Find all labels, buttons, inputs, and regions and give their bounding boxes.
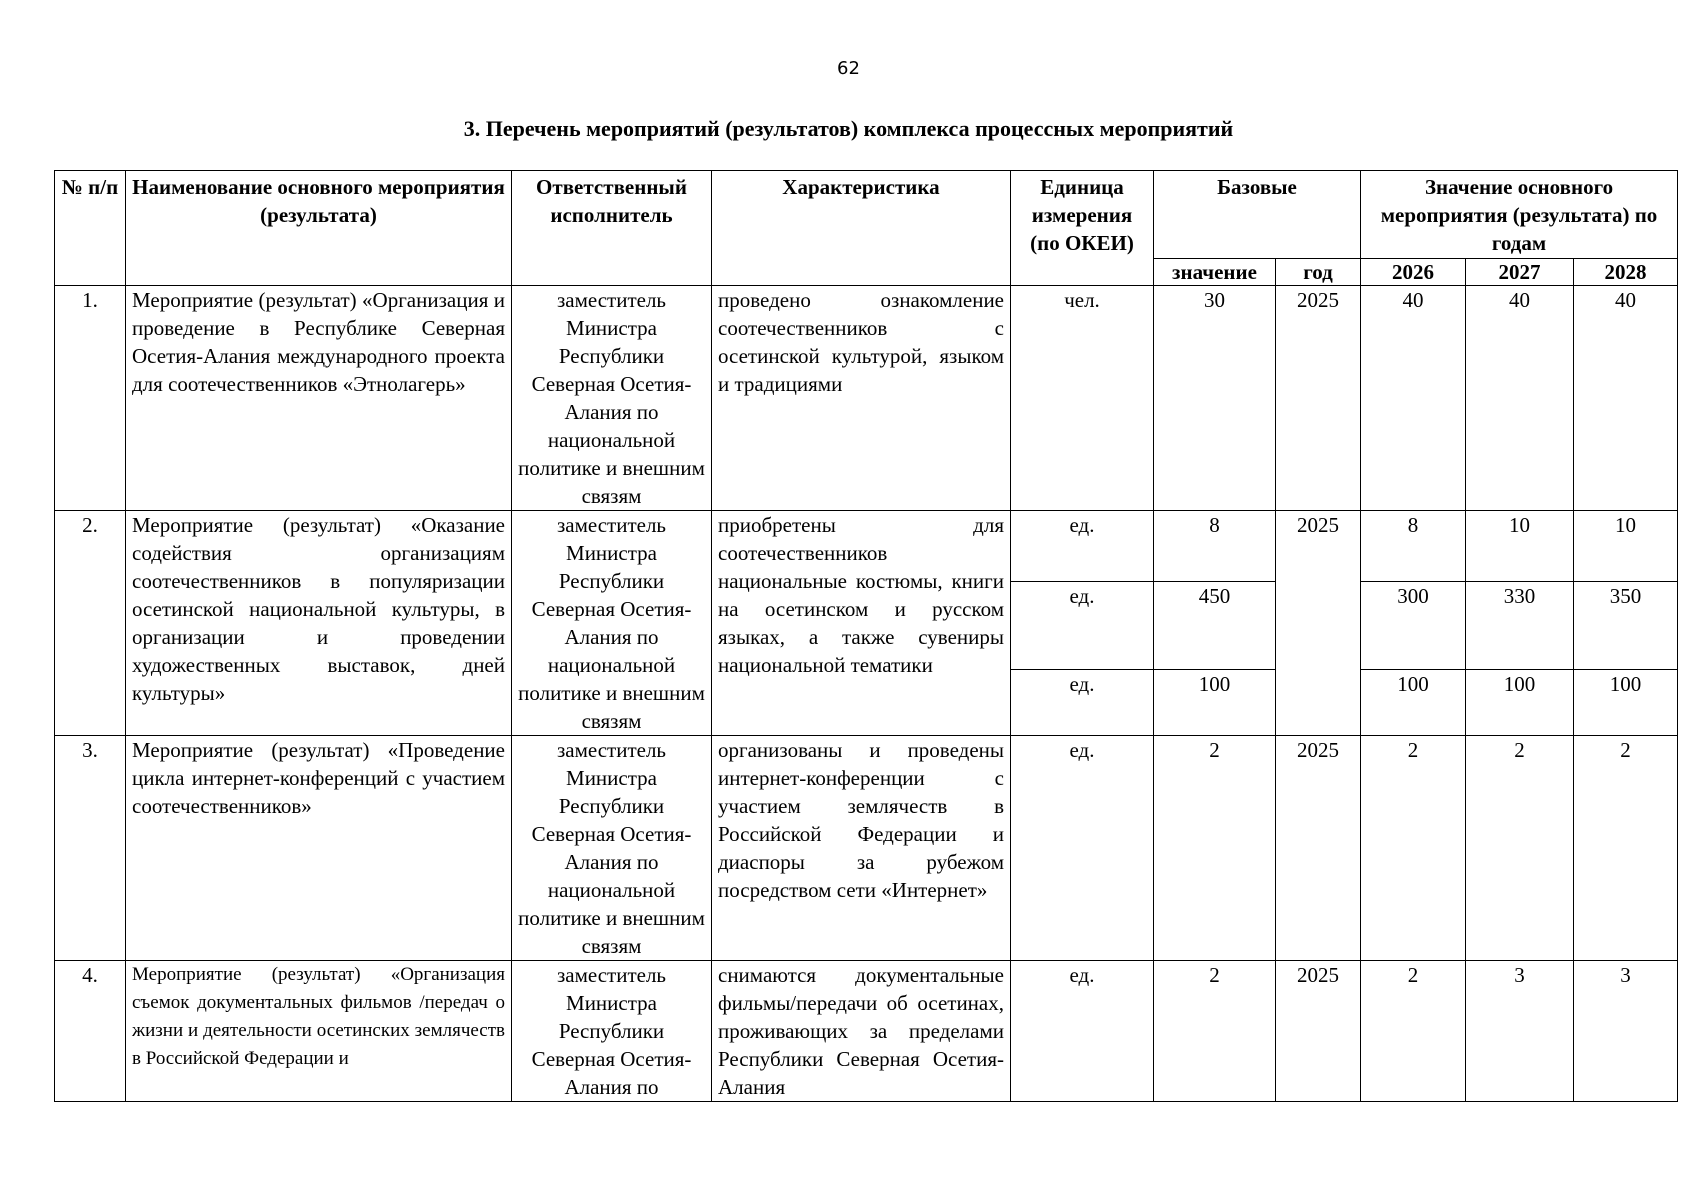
unit: ед. [1011,582,1154,670]
unit: ед. [1011,511,1154,582]
value-2027: 330 [1466,582,1574,670]
base-value: 2 [1154,961,1276,1102]
value-2028: 100 [1574,670,1678,736]
table-row [55,511,1678,582]
unit: ед. [1011,670,1154,736]
page-number: 62 [837,58,860,79]
header-year-2026: 2026 [1361,259,1466,286]
row-number: 3. [55,736,126,961]
executor: заместитель Министра Республики Северная Осетия-Алания по национальной политике и внешним связям [512,286,712,511]
activity-name: Мероприятие (результат) «Проведение цикла интернет-конференций с участием соотечественников» [126,736,512,961]
value-2027: 2 [1466,736,1574,961]
value-2026: 300 [1361,582,1466,670]
value-2026: 100 [1361,670,1466,736]
value-2026: 2 [1361,961,1466,1102]
base-year: 2025 [1276,961,1361,1102]
unit: ед. [1011,736,1154,961]
value-2027: 3 [1466,961,1574,1102]
base-year: 2025 [1276,736,1361,961]
value-2026: 2 [1361,736,1466,961]
value-2028: 2 [1574,736,1678,961]
value-2027: 40 [1466,286,1574,511]
base-value: 8 [1154,511,1276,582]
base-year: 2025 [1276,286,1361,511]
base-year: 2025 [1276,511,1361,736]
header-base: Базовые [1154,171,1361,259]
activities-table [54,170,1678,1102]
value-2026: 8 [1361,511,1466,582]
header-values-by-year: Значение основного мероприятия (результата) по годам [1361,171,1678,259]
characteristic: организованы и проведены интернет-конференции с участием землячеств в Российской Федерации и диаспоры за рубежом посредством сети «Интернет» [712,736,1011,961]
activity-name: Мероприятие (результат) «Оказание содействия организациям соотечественников в популяризации осетинской национальной культуры, в организации и проведении художественных выставок, дней культуры» [126,511,512,736]
table-row [55,961,1678,1102]
table-header [55,171,1678,286]
header-base-value: значение [1154,259,1276,286]
characteristic: приобретены для соотечественников национальные костюмы, книги на осетинском и русском языках, а также сувениры национальной тематики [712,511,1011,736]
base-value: 100 [1154,670,1276,736]
base-value: 2 [1154,736,1276,961]
activity-name: Мероприятие (результат) «Организация и проведение в Республике Северная Осетия-Алания международного проекта для соотечественников «Этнолагерь» [126,286,512,511]
executor: заместитель Министра Республики Северная Осетия-Алания по национальной политике и внешним связям [512,736,712,961]
table-row [55,736,1678,961]
row-number: 2. [55,511,126,736]
unit: ед. [1011,961,1154,1102]
row-number: 1. [55,286,126,511]
executor: заместитель Министра Республики Северная Осетия-Алания по национальной политике и внешним связям [512,511,712,736]
header-executor: Ответственный исполнитель [512,171,712,286]
header-year-2027: 2027 [1466,259,1574,286]
header-unit: Единица измерения (по ОКЕИ) [1011,171,1154,286]
base-value: 450 [1154,582,1276,670]
executor: заместитель Министра Республики Северная Осетия-Алания по [512,961,712,1102]
table-row [55,286,1678,511]
header-base-year: год [1276,259,1361,286]
activity-name: Мероприятие (результат) «Организация съемок документальных фильмов /передач о жизни и деятельности осетинских землячеств в Российской Федерации и [126,961,512,1102]
value-2028: 3 [1574,961,1678,1102]
header-number: № п/п [55,171,126,286]
value-2027: 10 [1466,511,1574,582]
characteristic: проведено ознакомление соотечественников с осетинской культурой, языком и традициями [712,286,1011,511]
header-name: Наименование основного мероприятия (результата) [126,171,512,286]
value-2026: 40 [1361,286,1466,511]
value-2028: 40 [1574,286,1678,511]
value-2028: 350 [1574,582,1678,670]
value-2028: 10 [1574,511,1678,582]
characteristic: снимаются документальные фильмы/передачи об осетинах, проживающих за пределами Республики Северная Осетия-Алания [712,961,1011,1102]
value-2027: 100 [1466,670,1574,736]
header-year-2028: 2028 [1574,259,1678,286]
base-value: 30 [1154,286,1276,511]
unit: чел. [1011,286,1154,511]
row-number: 4. [55,961,126,1102]
header-characteristic: Характеристика [712,171,1011,286]
document-title: 3. Перечень мероприятий (результатов) комплекса процессных мероприятий [463,116,1234,141]
